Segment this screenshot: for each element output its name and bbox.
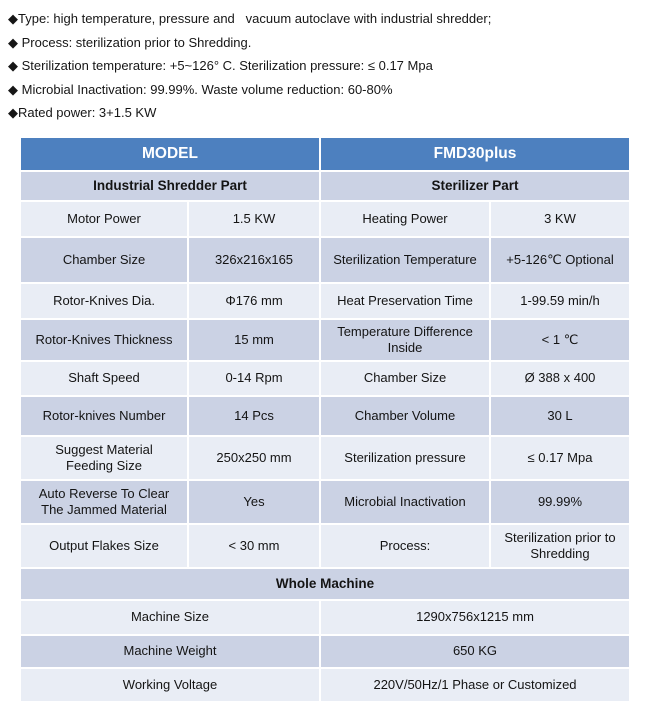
- bullet-sterilization-temperature: ◆ Sterilization temperature: +5~126° C. Sterilization pressure: ≤ 0.17 Mpa: [8, 58, 433, 73]
- spec-label: Machine Size: [21, 601, 319, 634]
- spec-value: 30 L: [491, 397, 629, 435]
- table-subheader-row: [21, 172, 629, 200]
- spec-value: Yes: [189, 481, 319, 523]
- table-row-rotor-knives-number: [21, 397, 629, 435]
- table-row-motor-power: [21, 202, 629, 236]
- table-row-shaft-speed: [21, 362, 629, 395]
- table-row-auto-reverse: [21, 481, 629, 523]
- spec-value: Φ176 mm: [189, 284, 319, 318]
- sterilizer-part-header: Sterilizer Part: [321, 172, 629, 200]
- spec-value: 3 KW: [491, 202, 629, 236]
- bullet-process: ◆ Process: sterilization prior to Shredding.: [8, 34, 252, 50]
- spec-label: Suggest Material Feeding Size: [21, 437, 187, 479]
- spec-label: Chamber Size: [321, 362, 489, 395]
- spec-value: 220V/50Hz/1 Phase or Customized: [321, 669, 629, 701]
- spec-table: [19, 136, 631, 701]
- spec-value: 1-99.59 min/h: [491, 284, 629, 318]
- table-row-feeding-size: [21, 437, 629, 479]
- spec-value: 14 Pcs: [189, 397, 319, 435]
- spec-value: < 1 ℃: [491, 320, 629, 360]
- table-row-rotor-knives-dia: [21, 284, 629, 318]
- spec-label: Process:: [321, 525, 489, 567]
- table-row-chamber-size: [21, 238, 629, 282]
- spec-label: Motor Power: [21, 202, 187, 236]
- spec-value: Sterilization prior to Shredding: [491, 525, 629, 567]
- table-row-working-voltage: [21, 669, 629, 701]
- table-row-machine-weight: [21, 636, 629, 667]
- spec-label: Sterilization pressure: [321, 437, 489, 479]
- spec-label: Machine Weight: [21, 636, 319, 667]
- table-row-output-flakes: [21, 525, 629, 567]
- spec-label: Chamber Size: [21, 238, 187, 282]
- spec-value: 0-14 Rpm: [189, 362, 319, 395]
- spec-label: Rotor-knives Number: [21, 397, 187, 435]
- spec-label: Output Flakes Size: [21, 525, 187, 567]
- bullet-microbial-inactivation: ◆ Microbial Inactivation: 99.99%. Waste volume reduction: 60-80%: [8, 81, 393, 97]
- spec-label: Rotor-Knives Dia.: [21, 284, 187, 318]
- model-header-cell: MODEL: [21, 138, 319, 170]
- spec-value: 15 mm: [189, 320, 319, 360]
- spec-value: 250x250 mm: [189, 437, 319, 479]
- spec-value: +5-126℃ Optional: [491, 238, 629, 282]
- bullet-rated-power: ◆Rated power: 3+1.5 KW: [8, 105, 157, 120]
- feature-bullet-list: [0, 0, 650, 125]
- spec-label: Sterilization Temperature: [321, 238, 489, 282]
- spec-label: Working Voltage: [21, 669, 319, 701]
- spec-value: 1.5 KW: [189, 202, 319, 236]
- shredder-part-header: Industrial Shredder Part: [21, 172, 319, 200]
- spec-value: 99.99%: [491, 481, 629, 523]
- spec-label: Microbial Inactivation: [321, 481, 489, 523]
- spec-label: Temperature Difference Inside: [321, 320, 489, 360]
- model-value-cell: FMD30plus: [321, 138, 629, 170]
- spec-label: Shaft Speed: [21, 362, 187, 395]
- spec-value: Ø 388 x 400: [491, 362, 629, 395]
- spec-label: Heat Preservation Time: [321, 284, 489, 318]
- whole-machine-header-row: [21, 569, 629, 599]
- whole-machine-title: Whole Machine: [21, 569, 629, 599]
- table-row-rotor-knives-thickness: [21, 320, 629, 360]
- spec-value: 326x216x165: [189, 238, 319, 282]
- spec-label: Rotor-Knives Thickness: [21, 320, 187, 360]
- spec-value: ≤ 0.17 Mpa: [491, 437, 629, 479]
- spec-value: 1290x756x1215 mm: [321, 601, 629, 634]
- table-header-row: [21, 138, 629, 170]
- bullet-type: ◆Type: high temperature, pressure and vacuum autoclave with industrial shredder;: [8, 11, 492, 26]
- table-row-machine-size: [21, 601, 629, 634]
- spec-label: Auto Reverse To Clear The Jammed Material: [21, 481, 187, 523]
- spec-label: Chamber Volume: [321, 397, 489, 435]
- spec-value: < 30 mm: [189, 525, 319, 567]
- spec-label: Heating Power: [321, 202, 489, 236]
- spec-value: 650 KG: [321, 636, 629, 667]
